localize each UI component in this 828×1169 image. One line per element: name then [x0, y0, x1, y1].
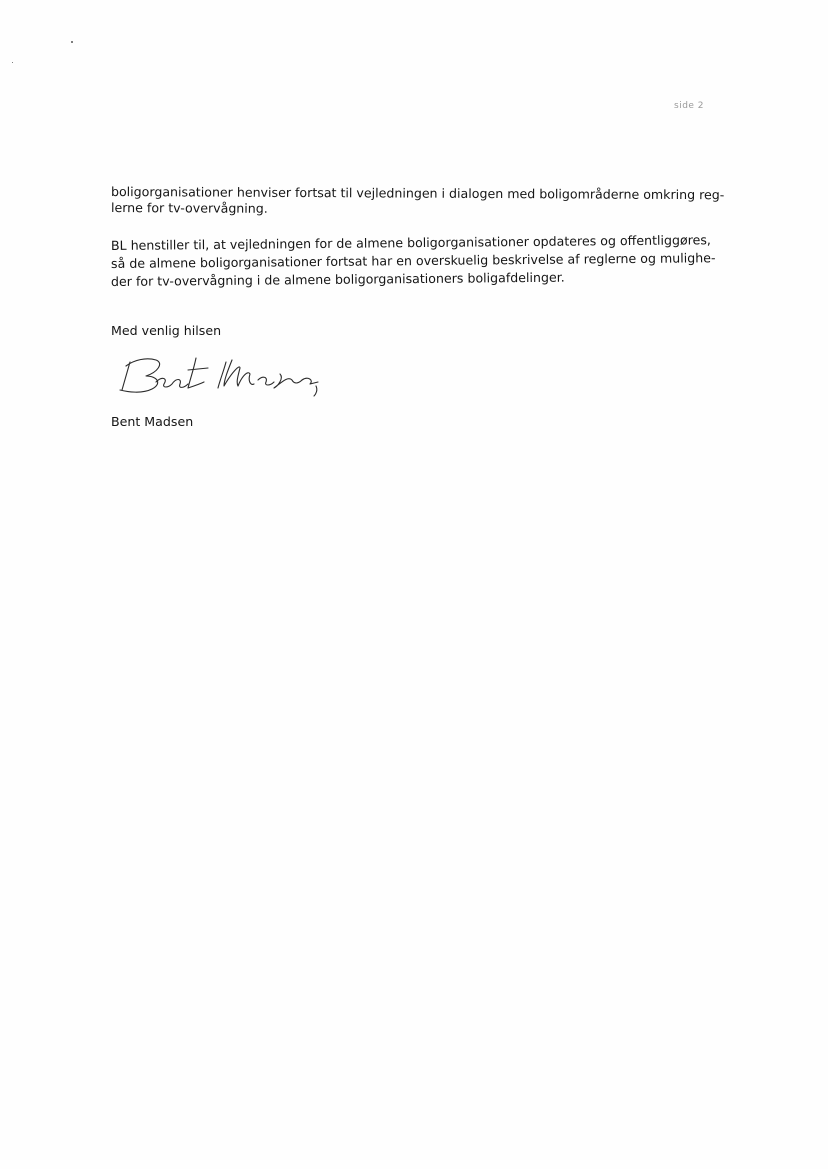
- paragraph-line: BL henstiller til, at vejledningen for de almene boligorganisationer opdateres og offentliggøres,: [110, 232, 711, 253]
- closing-salutation: Med venlig hilsen: [111, 323, 222, 338]
- scan-speck: [71, 41, 73, 43]
- scan-speck: [12, 62, 13, 63]
- paragraph-line: lerne for tv-overvågning.: [110, 200, 268, 216]
- paragraph-line: der for tv-overvågning i de almene boligorganisationers boligafdelinger.: [110, 269, 565, 289]
- page-number: side 2: [674, 101, 705, 111]
- signature-image: [112, 346, 332, 404]
- paragraph-line: boligorganisationer henviser fortsat til vejledningen i dialogen med boligområderne omkring reg-: [110, 184, 725, 203]
- paragraph-line: så de almene boligorganisationer fortsat har en overskuelig beskrivelse af reglerne og mulighe-: [110, 250, 716, 271]
- handwritten-signature: [112, 346, 332, 404]
- signer-name: Bent Madsen: [111, 414, 194, 429]
